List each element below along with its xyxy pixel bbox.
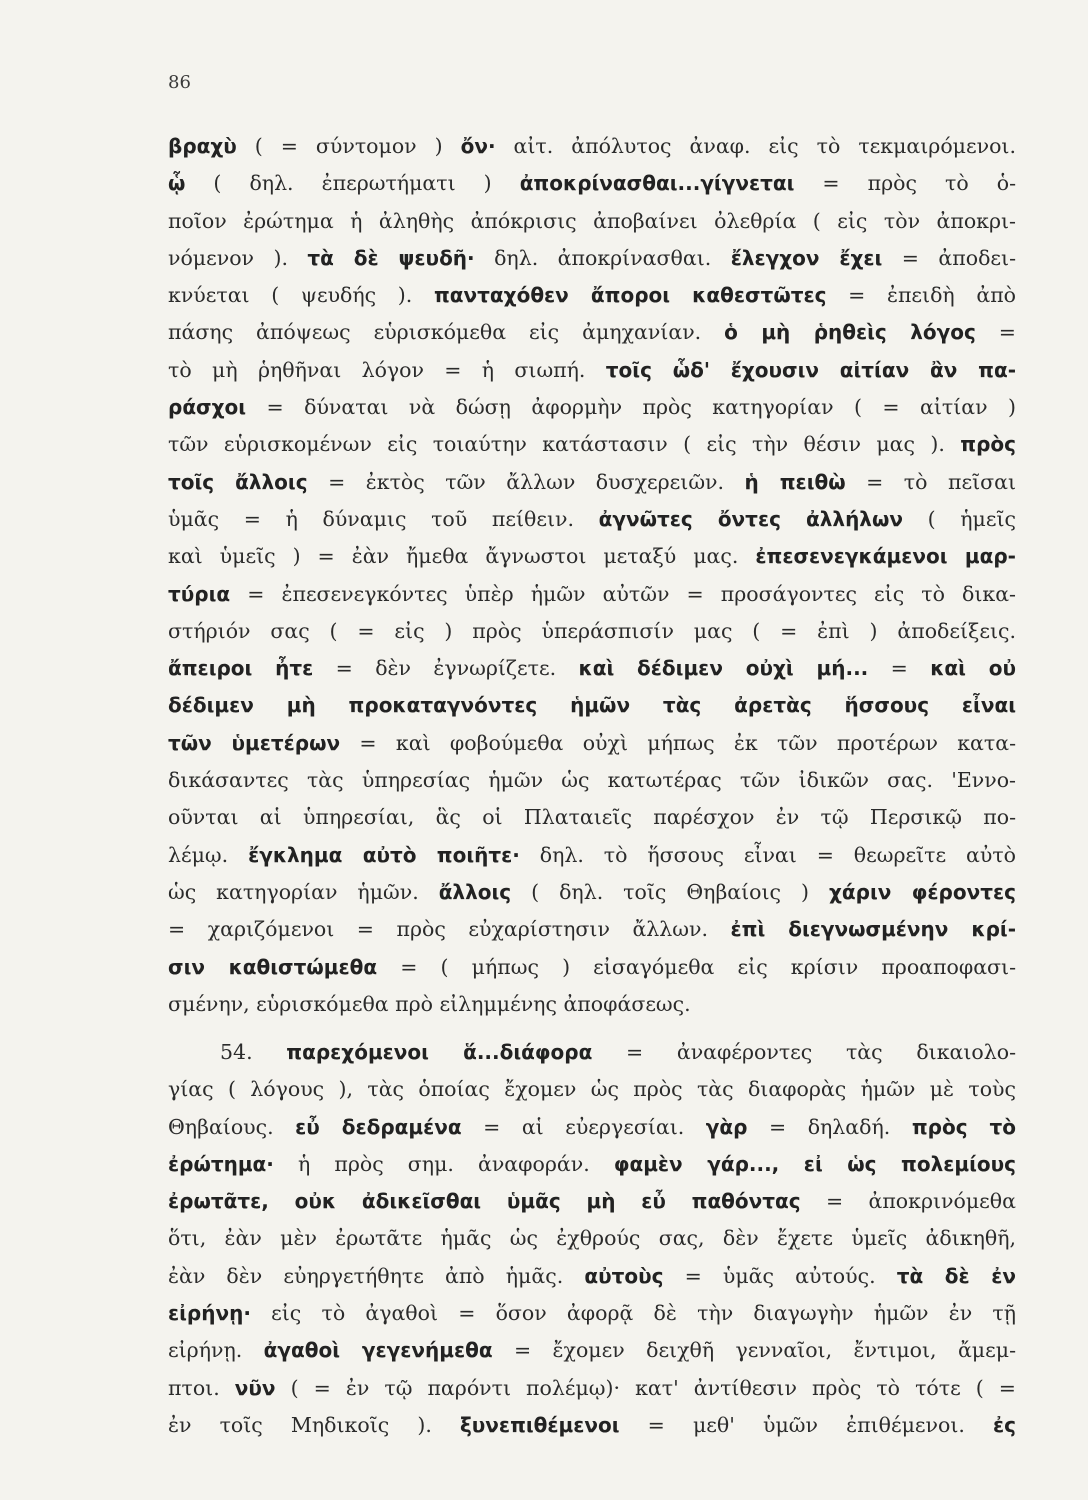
text-line xyxy=(168,501,1016,538)
gloss-text: = ἀποδει- xyxy=(882,245,1016,270)
lemma-text: γὰρ xyxy=(705,1114,748,1139)
gloss-text: = δύναται νὰ δώσῃ ἀφορμὴν πρὸς κατηγορίαν ( = αἰτίαν ) xyxy=(246,395,1016,420)
gloss-text: ἡ πρὸς σημ. ἀναφοράν. xyxy=(273,1151,614,1176)
gloss-text: ἐὰν δὲν εὐηργετήθητε ἀπὸ ἡμᾶς. xyxy=(168,1263,585,1288)
gloss-text: = ὑμᾶς αὐτούς. xyxy=(663,1263,897,1288)
gloss-text: ὅτι, ἐὰν μὲν ἐρωτᾶτε ἡμᾶς ὡς ἐχθρούς σας, δὲν ἔχετε ὑμεῖς ἀδικηθῆ, xyxy=(168,1226,1016,1251)
lemma-text: ᾧ xyxy=(168,171,186,196)
gloss-text: = αἱ εὐεργεσίαι. xyxy=(461,1114,706,1139)
gloss-text: 54. xyxy=(220,1040,287,1064)
text-line xyxy=(168,314,1016,351)
gloss-text: εἰρήνῃ. xyxy=(168,1338,264,1363)
text-line xyxy=(168,128,1016,165)
lemma-text: τοῖς ἄλλοις xyxy=(168,469,308,494)
lemma-text: ἐς xyxy=(993,1412,1016,1437)
lemma-text: χάριν φέροντες xyxy=(828,879,1016,904)
lemma-text: ἔλεγχον ἔχει xyxy=(730,245,883,270)
text-line xyxy=(168,464,1016,501)
text-line xyxy=(168,352,1016,389)
gloss-text: ( δηλ. ἐπερωτήματι ) xyxy=(185,171,520,196)
gloss-text: = ἐκτὸς τῶν ἄλλων δυσχερειῶν. xyxy=(307,469,745,494)
text-line xyxy=(168,203,1016,240)
lemma-text: παρεχόμενοι ἅ...διάφορα xyxy=(286,1040,593,1064)
lemma-text: ἄπειροι ἦτε xyxy=(168,656,314,681)
text-line xyxy=(168,1370,1016,1407)
text-line xyxy=(168,538,1016,575)
text-line xyxy=(168,687,1016,724)
text-line xyxy=(168,762,1016,799)
text-line xyxy=(168,240,1016,277)
gloss-text: ποῖον ἐρώτημα ἡ ἀληθὴς ἀπόκρισις ἀποβαίνει ὀλεθρία ( εἰς τὸν ἀποκρι- xyxy=(168,208,1016,233)
gloss-text: ( ἡμεῖς xyxy=(902,506,1016,531)
gloss-text: οῦνται αἱ ὑπηρεσίαι, ἃς οἱ Πλαταιεῖς παρέσχον ἐν τῷ Περσικῷ πο- xyxy=(168,805,1016,830)
lemma-text: αὐτοὺς xyxy=(584,1263,664,1288)
gloss-text: = ἀποκρινόμεθα xyxy=(800,1189,1016,1214)
lemma-text: τὰ δὲ ψευδῆ· xyxy=(307,245,475,270)
lemma-text: τῶν ὑμετέρων xyxy=(168,730,341,755)
lemma-text: ὁ μὴ ῥηθεὶς λόγος xyxy=(724,320,976,345)
text-line xyxy=(168,389,1016,426)
gloss-text: = πρὸς τὸ ὁ- xyxy=(794,171,1016,196)
gloss-text: ( = σύντομον ) xyxy=(236,134,461,158)
gloss-text: λέμῳ. xyxy=(168,842,249,867)
gloss-text: ( = ἐν τῷ παρόντι πολέμῳ)· κατ' ἀντίθεσιν πρὸς τὸ τότε ( = xyxy=(275,1375,1016,1400)
lemma-text: πρὸς xyxy=(960,432,1016,457)
lemma-text: ἄλλοις xyxy=(438,879,512,904)
lemma-text: τοῖς ὧδ' ἔχουσιν αἰτίαν ἂν πα- xyxy=(605,357,1016,382)
lemma-text: ὄν· xyxy=(460,134,496,158)
gloss-text: = μεθ' ὑμῶν ἐπιθέμενοι. xyxy=(619,1412,993,1437)
text-line xyxy=(168,799,1016,836)
gloss-text: = ἐπεσενεγκόντες ὑπὲρ ἡμῶν αὐτῶν = προσάγοντες εἰς τὸ δικα- xyxy=(230,581,1016,606)
gloss-text: τὸ μὴ ῥηθῆναι λόγον = ἡ σιωπή. xyxy=(168,357,606,382)
gloss-text: = xyxy=(975,320,1016,345)
gloss-text: νόμενον ). xyxy=(168,245,308,270)
gloss-text: = ἀναφέροντες τὰς δικαιολο- xyxy=(592,1040,1016,1064)
text-line xyxy=(168,1034,1016,1071)
lemma-text: ἐρώτημα· xyxy=(168,1151,274,1176)
text-line xyxy=(168,1109,1016,1146)
gloss-text: γίας ( λόγους ), τὰς ὁποίας ἔχομεν ὡς πρὸς τὰς διαφορὰς ἡμῶν μὲ τοὺς xyxy=(168,1077,1016,1102)
commentary-paragraph-54 xyxy=(168,1034,1016,1444)
gloss-text: πτοι. xyxy=(168,1375,235,1400)
gloss-text: = ἐπειδὴ ἀπὸ xyxy=(826,283,1016,308)
lemma-text: ἀποκρίνασθαι...γίγνεται xyxy=(519,171,795,196)
text-line xyxy=(168,613,1016,650)
lemma-text: τὰ δὲ ἐν xyxy=(896,1263,1016,1288)
gloss-text: αἰτ. ἀπόλυτος ἀναφ. εἰς τὸ τεκμαιρόμενοι. xyxy=(495,134,1016,158)
gloss-text: δικάσαντες τὰς ὑπηρεσίας ἡμῶν ὡς κατωτέρας τῶν ἰδικῶν σας. 'Εννο- xyxy=(168,768,1016,793)
lemma-text: καὶ οὐ xyxy=(930,656,1016,681)
lemma-text: βραχὺ xyxy=(168,134,237,158)
lemma-text: ἡ πειθὼ xyxy=(744,469,846,494)
lemma-text: ἐρωτᾶτε, οὐκ ἀδικεῖσθαι ὑμᾶς μὴ εὖ παθόντας xyxy=(168,1189,801,1214)
page-number: 86 xyxy=(168,72,191,93)
lemma-text: πρὸς τὸ xyxy=(911,1114,1016,1139)
gloss-text: καὶ ὑμεῖς ) = ἐὰν ἤμεθα ἄγνωστοι μεταξύ μας. xyxy=(168,544,756,569)
gloss-text: = τὸ πεῖσαι xyxy=(845,469,1016,494)
text-line xyxy=(168,1071,1016,1108)
text-line xyxy=(168,986,1016,1023)
lemma-text: νῦν xyxy=(234,1375,276,1400)
lemma-text: καὶ δέδιμεν οὐχὶ μή... xyxy=(578,656,869,681)
lemma-text: δέδιμεν μὴ προκαταγνόντες ἡμῶν τὰς ἀρετὰς ἥσσους εἶναι xyxy=(168,693,1016,718)
lemma-text: πανταχόθεν ἄποροι καθεστῶτες xyxy=(433,283,827,308)
text-line xyxy=(168,165,1016,202)
gloss-text: = χαριζόμενοι = πρὸς εὐχαρίστησιν ἄλλων. xyxy=(168,917,731,942)
gloss-text: = καὶ φοβούμεθα οὐχὶ μήπως ἐκ τῶν προτέρων κατα- xyxy=(340,730,1016,755)
gloss-text: εἰς τὸ ἀγαθοὶ = ὅσον ἀφορᾷ δὲ τὴν διαγωγὴν ἡμῶν ἐν τῇ xyxy=(250,1301,1016,1326)
lemma-text: ράσχοι xyxy=(168,395,247,420)
lemma-text: ἐπεσενεγκάμενοι μαρ- xyxy=(755,544,1016,569)
gloss-text: = xyxy=(868,656,931,681)
text-line xyxy=(168,1258,1016,1295)
text-line xyxy=(168,1220,1016,1257)
text-line xyxy=(168,837,1016,874)
text-line xyxy=(168,277,1016,314)
text-line xyxy=(168,1295,1016,1332)
lemma-text: ἐπὶ διεγνωσμένην κρί- xyxy=(730,917,1016,942)
gloss-text: ἐν τοῖς Μηδικοῖς ). xyxy=(168,1412,460,1437)
lemma-text: ἀγαθοὶ γεγενήμεθα xyxy=(263,1338,493,1363)
text-line xyxy=(168,874,1016,911)
gloss-text: σμένην, εὑρισκόμεθα πρὸ εἰλημμένης ἀποφάσεως. xyxy=(168,991,691,1016)
gloss-text: δηλ. τὸ ἥσσους εἶναι = θεωρεῖτε αὐτὸ xyxy=(519,842,1016,867)
gloss-text: Θηβαίους. xyxy=(168,1114,296,1139)
text-line xyxy=(168,426,1016,463)
lemma-text: σιν καθιστώμεθα xyxy=(168,954,378,979)
gloss-text: κνύεται ( ψευδής ). xyxy=(168,283,434,308)
gloss-text: ὑμᾶς = ἡ δύναμις τοῦ πείθειν. xyxy=(168,506,599,531)
gloss-text: στήριόν σας ( = εἰς ) πρὸς ὑπεράσπισίν μας ( = ἐπὶ ) ἀποδείξεις. xyxy=(168,618,1016,643)
gloss-text: τῶν εὑρισκομένων εἰς τοιαύτην κατάστασιν ( εἰς τὴν θέσιν μας ). xyxy=(168,432,961,457)
lemma-text: εἰρήνῃ· xyxy=(168,1301,251,1326)
gloss-text: = ἔχομεν δειχθῆ γενναῖοι, ἔντιμοι, ἄμεμ- xyxy=(492,1338,1016,1363)
text-line xyxy=(168,911,1016,948)
lemma-text: ξυνεπιθέμενοι xyxy=(459,1412,620,1437)
gloss-text: ὡς κατηγορίαν ἡμῶν. xyxy=(168,879,439,904)
text-line xyxy=(168,576,1016,613)
lemma-text: φαμὲν γάρ..., εἰ ὡς πολεμίους xyxy=(613,1151,1016,1176)
gloss-text: = δηλαδή. xyxy=(747,1114,912,1139)
lemma-text: εὖ δεδραμένα xyxy=(295,1114,462,1139)
text-line xyxy=(168,1146,1016,1183)
gloss-text: = δὲν ἐγνωρίζετε. xyxy=(313,656,579,681)
lemma-text: τύρια xyxy=(168,581,231,606)
text-line xyxy=(168,949,1016,986)
commentary-paragraph-1 xyxy=(168,128,1016,1023)
text-line xyxy=(168,1407,1016,1444)
lemma-text: ἀγνῶτες ὄντες ἀλλήλων xyxy=(598,506,903,531)
text-line xyxy=(168,725,1016,762)
text-line xyxy=(168,1332,1016,1369)
text-line xyxy=(168,650,1016,687)
gloss-text: ( δηλ. τοῖς Θηβαίοις ) xyxy=(511,879,829,904)
gloss-text: = ( μήπως ) εἰσαγόμεθα εἰς κρίσιν προαποφασι- xyxy=(377,954,1016,979)
text-line xyxy=(168,1183,1016,1220)
lemma-text: ἔγκλημα αὐτὸ ποιῆτε· xyxy=(248,842,520,867)
gloss-text: δηλ. ἀποκρίνασθαι. xyxy=(474,245,731,270)
gloss-text: πάσης ἀπόψεως εὑρισκόμεθα εἰς ἀμηχανίαν. xyxy=(168,320,725,345)
